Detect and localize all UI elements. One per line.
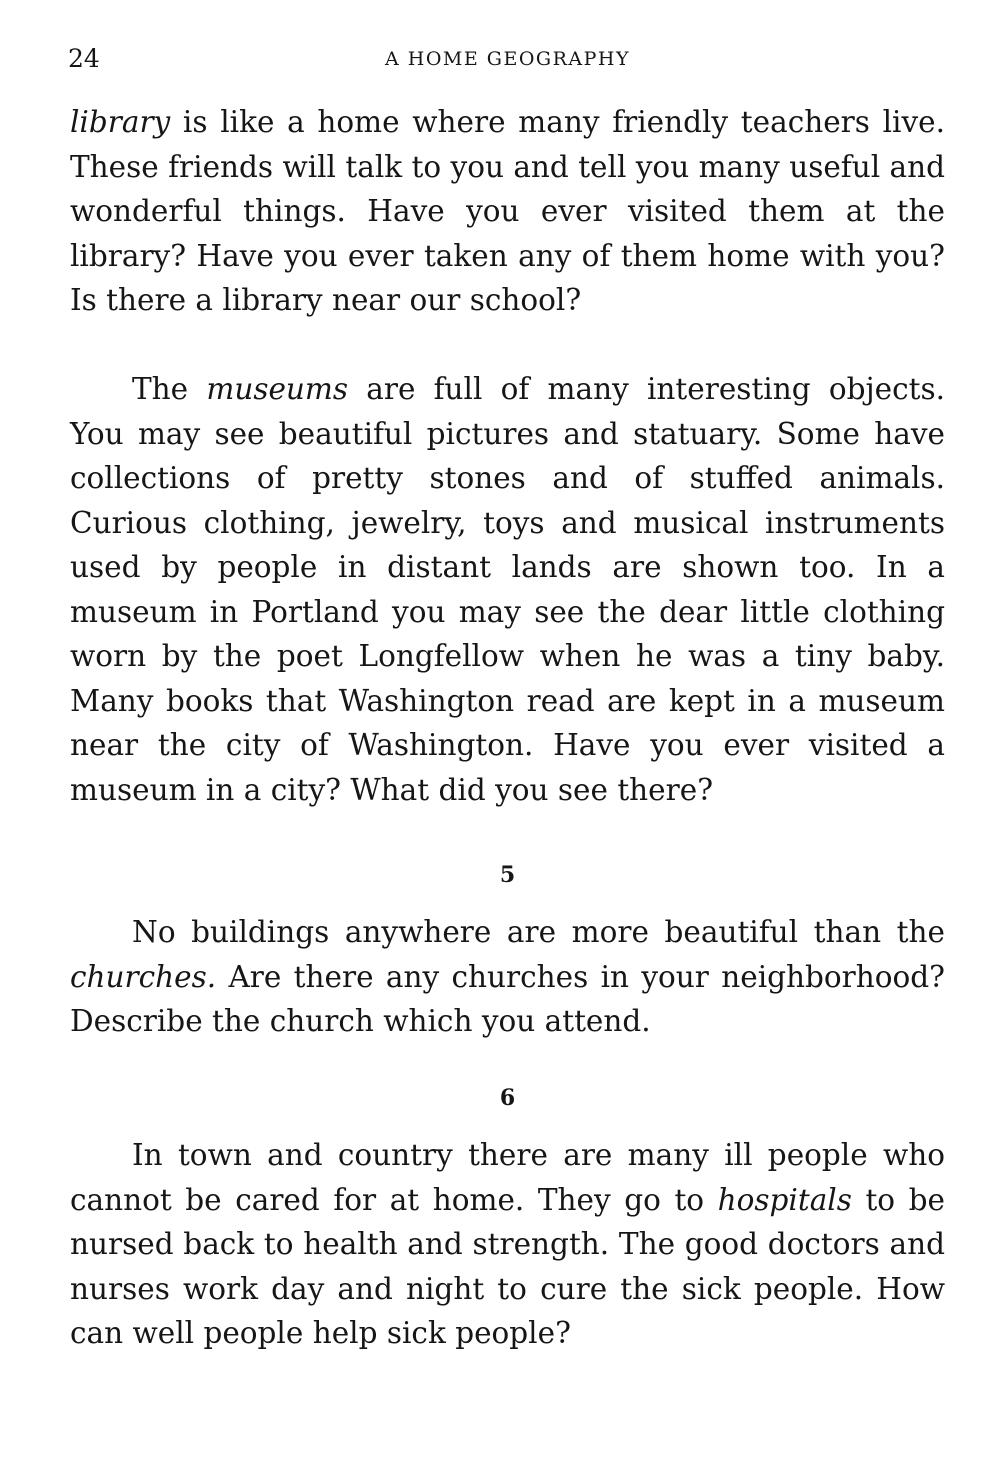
paragraph-hospitals <box>70 1133 945 1356</box>
paragraph-library <box>70 100 945 323</box>
paragraph-churches <box>70 910 945 1044</box>
term-hospitals: hospitals <box>717 1182 852 1217</box>
term-library: library <box>70 105 171 139</box>
paragraph-text: is like a home where many friendly teachers live. These friends will talk to you and tell you many useful and wonderful things. Have you ever visited them at the library? Have you ever taken any of them home with you? Is there a library near our school? <box>70 105 945 317</box>
paragraph-text: are full of many interesting objects. You may see beautiful pictures and statuary. Some have collections of pretty stones and of stuffed animals. Curious clothing, jewelry, toys and musical instruments used by people in distant lands are shown too. In a museum in Portland you may see the dear little clothing worn by the poet Longfellow when he was a tiny baby. Many books that Washington read are kept in a museum near the city of Washington. Have you ever visited a museum in a city? What did you see there? <box>70 372 945 807</box>
book-page <box>70 0 945 1472</box>
page-header <box>70 44 945 74</box>
section-number-5: 5 <box>499 862 516 888</box>
paragraph-text: No buildings anywhere are more beautiful than the <box>132 915 945 949</box>
term-churches: churches. <box>70 959 217 994</box>
section-number-6: 6 <box>499 1085 516 1111</box>
page-number: 24 <box>68 44 100 73</box>
paragraph-text: The <box>132 372 207 406</box>
paragraph-text: In town and country there are many ill people who cannot be cared for at home. They go to <box>70 1138 945 1217</box>
paragraph-museums <box>70 367 945 812</box>
term-museums: museums <box>206 372 349 406</box>
paragraph-text: Are there any churches in your neighborhood? Describe the church which you attend. <box>70 959 945 1038</box>
running-title: A HOME GEOGRAPHY <box>385 48 630 70</box>
paragraph-text: to be nursed back to health and strength. The good doctors and nurses work day and night to cure the sick people. How can well people help sick people? <box>70 1182 945 1350</box>
